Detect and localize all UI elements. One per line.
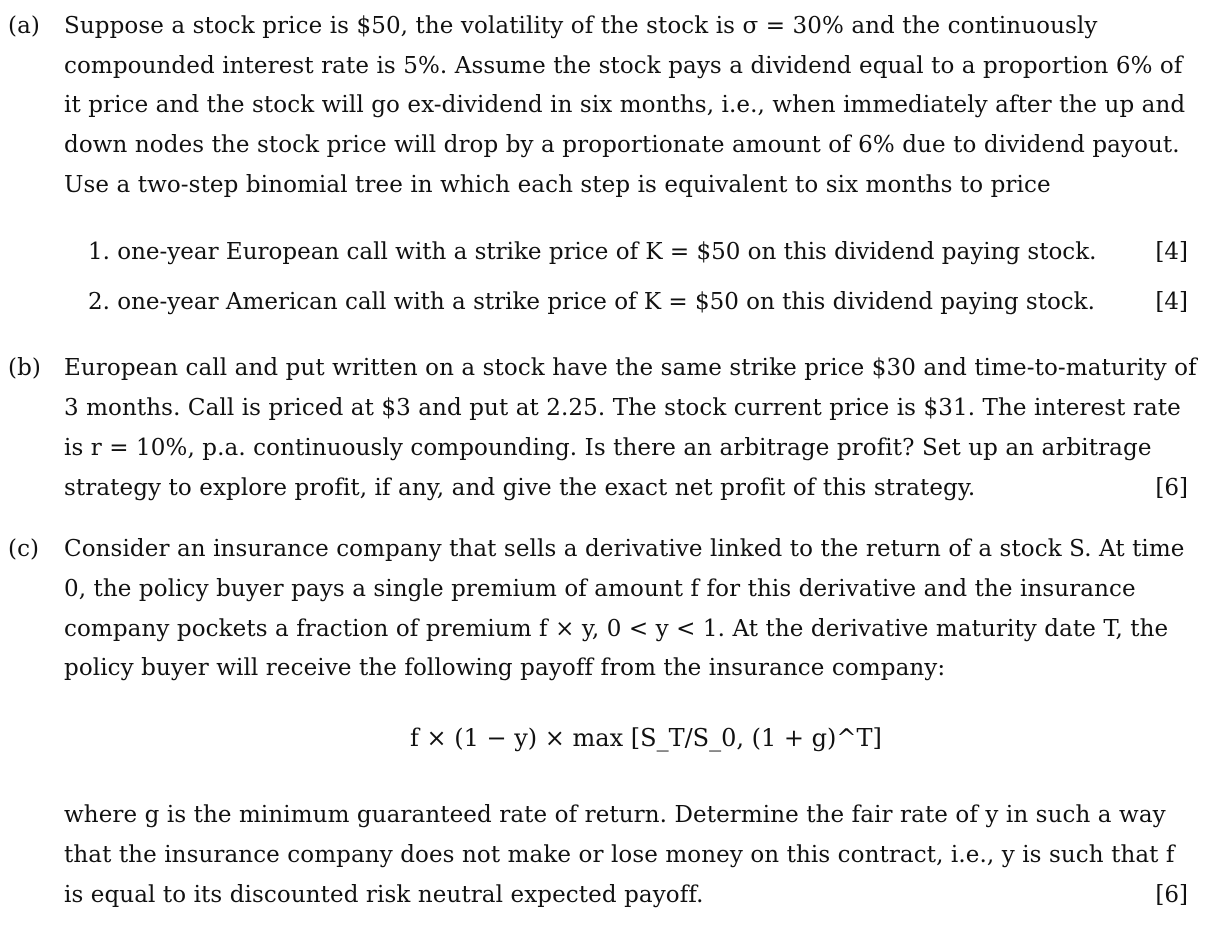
part-c-label: (c) [8,536,40,562]
part-b-label: (b) [8,355,41,381]
part-b-line-1: European call and put written on a stock have the same strike price $30 and time-to-maturity of [64,355,1197,381]
part-a-item-2-marks: [4] [1155,289,1188,315]
part-b-line-2: 3 months. Call is priced at $3 and put at 2.25. The stock current price is $31. The interest rate [64,395,1181,421]
part-a-item-1: 1. one-year European call with a strike price of K = $50 on this dividend paying stock. [88,239,1097,265]
part-a-item-1-marks: [4] [1155,239,1188,265]
part-a-item-2: 2. one-year American call with a strike price of K = $50 on this dividend paying stock. [88,289,1095,315]
part-b-marks: [6] [1155,475,1188,501]
part-b-line-4: strategy to explore profit, if any, and give the exact net profit of this strategy. [64,475,976,501]
part-c-after-line-3: is equal to its discounted risk neutral expected payoff. [64,882,704,908]
payoff-formula: f × (1 − y) × max [S_T/S_0, (1 + g)^T] [410,724,882,752]
part-a-line-2: compounded interest rate is 5%. Assume the stock pays a dividend equal to a proportion 6% of [64,53,1183,79]
part-c-line-3: company pockets a fraction of premium f × y, 0 < y < 1. At the derivative maturity date T, the [64,616,1169,642]
part-b-line-3: is r = 10%, p.a. continuously compounding. Is there an arbitrage profit? Set up an arbitrage [64,435,1152,461]
part-c-line-2: 0, the policy buyer pays a single premium of amount f for this derivative and the insurance [64,576,1136,602]
part-c-marks: [6] [1155,882,1188,908]
part-a-line-4: down nodes the stock price will drop by a proportionate amount of 6% due to dividend payout. [64,132,1180,158]
part-c-line-4: policy buyer will receive the following payoff from the insurance company: [64,655,946,681]
part-c-after-line-2: that the insurance company does not make or lose money on this contract, i.e., y is such that f [64,842,1175,868]
part-a-line-1: Suppose a stock price is $50, the volatility of the stock is σ = 30% and the continuously [64,13,1098,39]
part-a-label: (a) [8,13,40,39]
part-c-line-1: Consider an insurance company that sells a derivative linked to the return of a stock S. At time [64,536,1185,562]
part-c-after-line-1: where g is the minimum guaranteed rate of return. Determine the fair rate of y in such a way [64,802,1166,828]
part-a-line-5: Use a two-step binomial tree in which each step is equivalent to six months to price [64,172,1051,198]
part-a-line-3: it price and the stock will go ex-dividend in six months, i.e., when immediately after the up and [64,92,1186,118]
